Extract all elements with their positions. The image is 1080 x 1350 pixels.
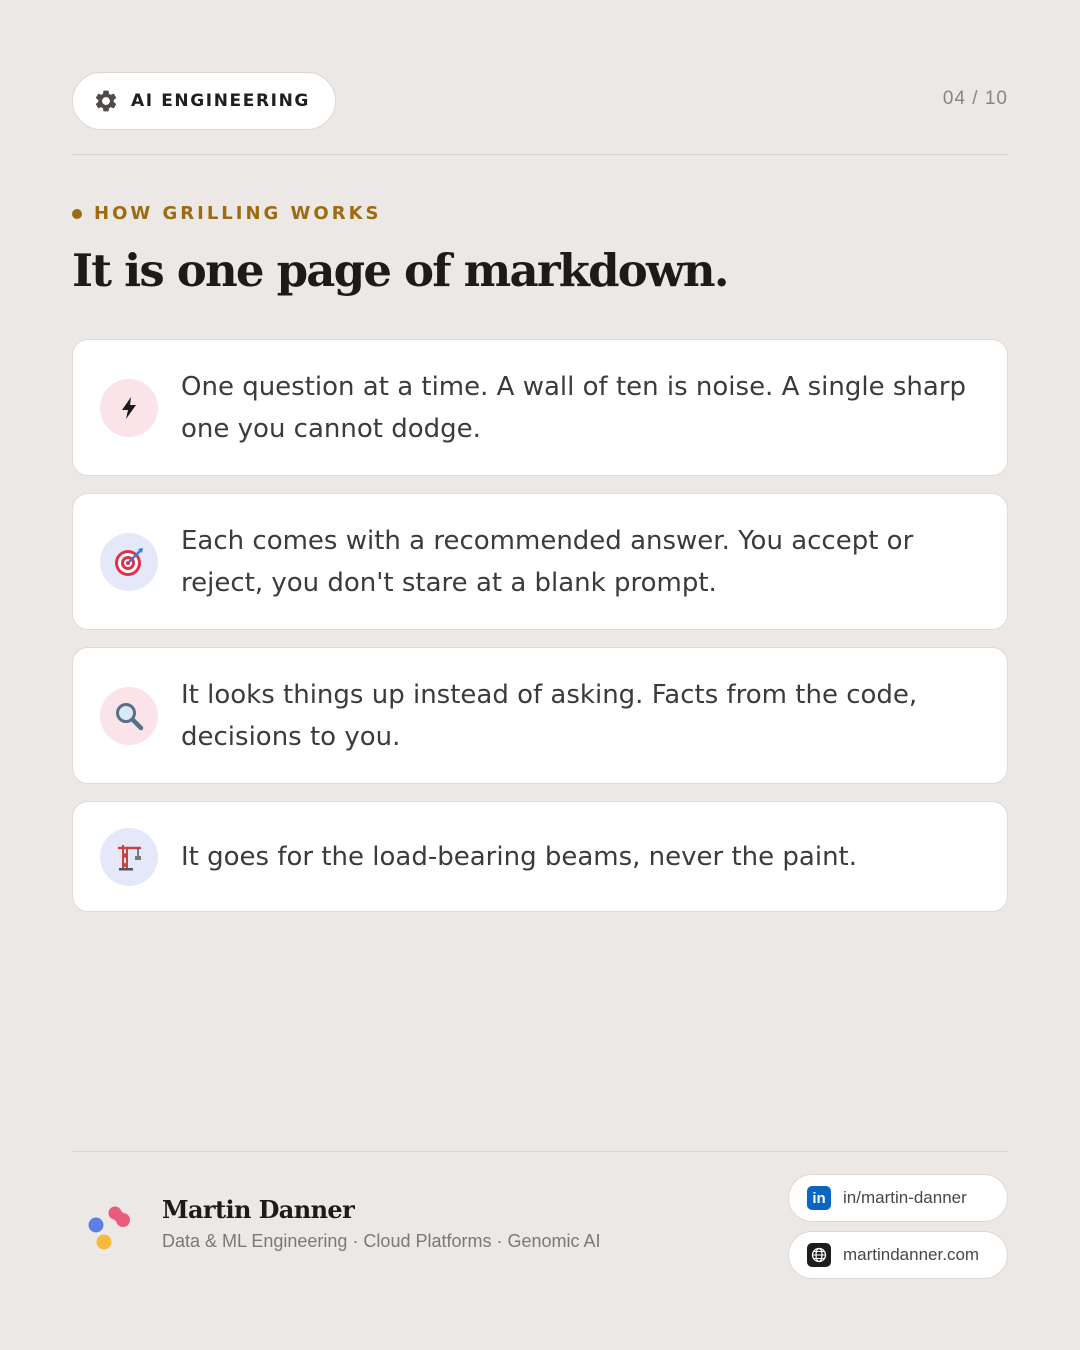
eyebrow-label: HOW GRILLING WORKS xyxy=(94,203,382,224)
lightning-icon xyxy=(100,379,158,437)
card-load-bearing xyxy=(72,801,1008,912)
card-one-question xyxy=(72,339,1008,476)
target-icon xyxy=(100,533,158,591)
top-divider xyxy=(72,154,1008,155)
category-label: AI ENGINEERING xyxy=(131,91,310,111)
linkedin-handle: in/martin-danner xyxy=(843,1188,967,1207)
footer-divider xyxy=(72,1151,1008,1152)
card-text: It goes for the load-bearing beams, never the paint. xyxy=(181,841,858,872)
eyebrow xyxy=(72,203,382,224)
globe-icon xyxy=(807,1243,831,1267)
author-tagline: Data & ML Engineering · Cloud Platforms · Genomic AI xyxy=(162,1231,601,1251)
crane-icon xyxy=(100,828,158,886)
card-text: It looks things up instead of asking. Facts from the code, decisions to you. xyxy=(181,679,918,752)
category-pill[interactable] xyxy=(72,72,336,130)
brand-logo-icon xyxy=(86,1205,138,1253)
card-text: Each comes with a recommended answer. You accept or reject, you don't stare at a blank prompt. xyxy=(181,525,914,598)
page-counter: 04 / 10 xyxy=(942,88,1008,109)
card-recommended-answer xyxy=(72,493,1008,630)
top-bar xyxy=(72,72,1008,130)
website-link[interactable] xyxy=(788,1231,1008,1279)
linkedin-link[interactable] xyxy=(788,1174,1008,1222)
bullet-dot-icon xyxy=(72,209,82,219)
author-name: Martin Danner xyxy=(162,1195,355,1224)
card-text: One question at a time. A wall of ten is noise. A single sharp one you cannot dodge. xyxy=(181,371,967,444)
page-title: It is one page of markdown. xyxy=(72,244,728,297)
magnifier-icon xyxy=(100,687,158,745)
linkedin-icon: in xyxy=(807,1186,831,1210)
website-url: martindanner.com xyxy=(843,1245,980,1264)
card-looks-things-up xyxy=(72,647,1008,784)
gear-icon xyxy=(93,88,119,114)
